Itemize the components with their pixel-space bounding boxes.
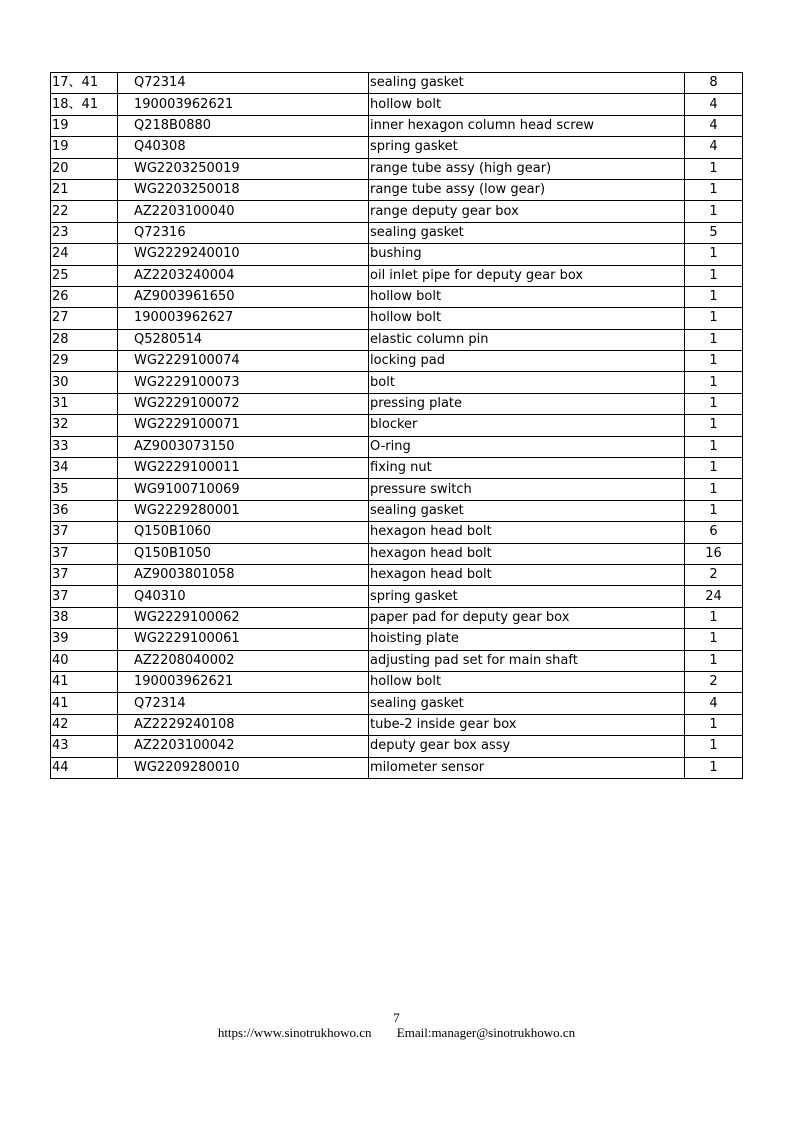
table-row — [51, 436, 743, 457]
item-number-cell: 34 — [51, 458, 118, 479]
item-number-cell: 30 — [51, 372, 118, 393]
item-number-cell: 41 — [51, 671, 118, 692]
table-row — [51, 372, 743, 393]
part-name-cell: pressure switch — [369, 479, 685, 500]
part-name-cell: sealing gasket — [369, 500, 685, 521]
table-row — [51, 286, 743, 307]
part-code-cell: Q72316 — [118, 222, 369, 243]
part-name-cell: fixing nut — [369, 458, 685, 479]
item-number-cell: 27 — [51, 308, 118, 329]
item-number-cell: 19 — [51, 115, 118, 136]
quantity-cell: 6 — [685, 522, 743, 543]
part-code-cell: WG9100710069 — [118, 479, 369, 500]
quantity-cell: 1 — [685, 201, 743, 222]
parts-table-body — [51, 73, 743, 779]
table-row — [51, 714, 743, 735]
part-name-cell: inner hexagon column head screw — [369, 115, 685, 136]
part-name-cell: range tube assy (low gear) — [369, 179, 685, 200]
part-code-cell: WG2229280001 — [118, 500, 369, 521]
item-number-cell: 20 — [51, 158, 118, 179]
item-number-cell: 35 — [51, 479, 118, 500]
part-name-cell: locking pad — [369, 351, 685, 372]
quantity-cell: 1 — [685, 436, 743, 457]
quantity-cell: 16 — [685, 543, 743, 564]
part-code-cell: Q72314 — [118, 73, 369, 94]
quantity-cell: 1 — [685, 736, 743, 757]
table-row — [51, 629, 743, 650]
part-name-cell: hollow bolt — [369, 94, 685, 115]
quantity-cell: 1 — [685, 607, 743, 628]
part-code-cell: AZ9003073150 — [118, 436, 369, 457]
part-code-cell: AZ9003801058 — [118, 564, 369, 585]
table-row — [51, 479, 743, 500]
quantity-cell: 1 — [685, 714, 743, 735]
quantity-cell: 5 — [685, 222, 743, 243]
part-name-cell: hoisting plate — [369, 629, 685, 650]
quantity-cell: 1 — [685, 265, 743, 286]
part-name-cell: hexagon head bolt — [369, 564, 685, 585]
part-name-cell: paper pad for deputy gear box — [369, 607, 685, 628]
quantity-cell: 1 — [685, 757, 743, 778]
part-code-cell: WG2203250018 — [118, 179, 369, 200]
part-code-cell: WG2229100061 — [118, 629, 369, 650]
quantity-cell: 1 — [685, 286, 743, 307]
quantity-cell: 4 — [685, 94, 743, 115]
table-row — [51, 458, 743, 479]
quantity-cell: 4 — [685, 137, 743, 158]
item-number-cell: 40 — [51, 650, 118, 671]
item-number-cell: 41 — [51, 693, 118, 714]
table-row — [51, 94, 743, 115]
item-number-cell: 37 — [51, 564, 118, 585]
table-row — [51, 179, 743, 200]
quantity-cell: 1 — [685, 158, 743, 179]
table-row — [51, 308, 743, 329]
table-row — [51, 73, 743, 94]
item-number-cell: 32 — [51, 415, 118, 436]
quantity-cell: 1 — [685, 351, 743, 372]
part-code-cell: WG2229240010 — [118, 244, 369, 265]
table-row — [51, 351, 743, 372]
quantity-cell: 1 — [685, 415, 743, 436]
table-row — [51, 607, 743, 628]
item-number-cell: 33 — [51, 436, 118, 457]
part-name-cell: pressing plate — [369, 393, 685, 414]
table-row — [51, 201, 743, 222]
part-code-cell: AZ2208040002 — [118, 650, 369, 671]
footer-email-link[interactable]: Email:manager@sinotrukhowo.cn — [396, 1025, 576, 1040]
part-code-cell: WG2209280010 — [118, 757, 369, 778]
table-row — [51, 500, 743, 521]
part-name-cell: spring gasket — [369, 137, 685, 158]
quantity-cell: 1 — [685, 329, 743, 350]
table-row — [51, 329, 743, 350]
table-row — [51, 543, 743, 564]
part-code-cell: WG2229100074 — [118, 351, 369, 372]
item-number-cell: 38 — [51, 607, 118, 628]
part-name-cell: sealing gasket — [369, 73, 685, 94]
part-code-cell: Q72314 — [118, 693, 369, 714]
part-code-cell: WG2229100011 — [118, 458, 369, 479]
part-code-cell: WG2229100072 — [118, 393, 369, 414]
quantity-cell: 2 — [685, 671, 743, 692]
part-name-cell: range tube assy (high gear) — [369, 158, 685, 179]
part-name-cell: elastic column pin — [369, 329, 685, 350]
part-code-cell: Q40310 — [118, 586, 369, 607]
quantity-cell: 1 — [685, 393, 743, 414]
quantity-cell: 4 — [685, 693, 743, 714]
item-number-cell: 37 — [51, 522, 118, 543]
part-code-cell: WG2229100062 — [118, 607, 369, 628]
item-number-cell: 31 — [51, 393, 118, 414]
table-row — [51, 586, 743, 607]
part-name-cell: bolt — [369, 372, 685, 393]
table-row — [51, 137, 743, 158]
part-code-cell: 190003962621 — [118, 94, 369, 115]
item-number-cell: 25 — [51, 265, 118, 286]
quantity-cell: 1 — [685, 650, 743, 671]
part-name-cell: bushing — [369, 244, 685, 265]
item-number-cell: 42 — [51, 714, 118, 735]
page-footer — [0, 1025, 793, 1041]
part-code-cell: AZ2203100040 — [118, 201, 369, 222]
part-name-cell: sealing gasket — [369, 222, 685, 243]
table-row — [51, 115, 743, 136]
quantity-cell: 1 — [685, 244, 743, 265]
table-row — [51, 393, 743, 414]
item-number-cell: 29 — [51, 351, 118, 372]
part-code-cell: AZ2229240108 — [118, 714, 369, 735]
part-code-cell: Q218B0880 — [118, 115, 369, 136]
part-code-cell: AZ9003961650 — [118, 286, 369, 307]
part-name-cell: O-ring — [369, 436, 685, 457]
page-number: 7 — [393, 1010, 400, 1025]
quantity-cell: 1 — [685, 500, 743, 521]
table-row — [51, 693, 743, 714]
part-code-cell: 190003962621 — [118, 671, 369, 692]
item-number-cell: 36 — [51, 500, 118, 521]
part-name-cell: deputy gear box assy — [369, 736, 685, 757]
part-name-cell: spring gasket — [369, 586, 685, 607]
part-name-cell: range deputy gear box — [369, 201, 685, 222]
quantity-cell: 1 — [685, 458, 743, 479]
item-number-cell: 22 — [51, 201, 118, 222]
table-row — [51, 158, 743, 179]
part-name-cell: milometer sensor — [369, 757, 685, 778]
quantity-cell: 1 — [685, 479, 743, 500]
part-code-cell: Q40308 — [118, 137, 369, 158]
quantity-cell: 4 — [685, 115, 743, 136]
item-number-cell: 17、41 — [51, 73, 118, 94]
part-name-cell: blocker — [369, 415, 685, 436]
part-name-cell: sealing gasket — [369, 693, 685, 714]
part-code-cell: AZ2203100042 — [118, 736, 369, 757]
part-name-cell: adjusting pad set for main shaft — [369, 650, 685, 671]
part-name-cell: hexagon head bolt — [369, 522, 685, 543]
part-name-cell: hexagon head bolt — [369, 543, 685, 564]
part-name-cell: hollow bolt — [369, 308, 685, 329]
item-number-cell: 24 — [51, 244, 118, 265]
quantity-cell: 8 — [685, 73, 743, 94]
quantity-cell: 1 — [685, 372, 743, 393]
table-row — [51, 736, 743, 757]
table-row — [51, 757, 743, 778]
part-name-cell: hollow bolt — [369, 286, 685, 307]
item-number-cell: 37 — [51, 586, 118, 607]
item-number-cell: 18、41 — [51, 94, 118, 115]
item-number-cell: 26 — [51, 286, 118, 307]
table-row — [51, 244, 743, 265]
table-row — [51, 564, 743, 585]
part-code-cell: WG2229100071 — [118, 415, 369, 436]
part-code-cell: Q150B1060 — [118, 522, 369, 543]
item-number-cell: 21 — [51, 179, 118, 200]
table-row — [51, 415, 743, 436]
item-number-cell: 44 — [51, 757, 118, 778]
quantity-cell: 2 — [685, 564, 743, 585]
item-number-cell: 23 — [51, 222, 118, 243]
part-code-cell: WG2203250019 — [118, 158, 369, 179]
part-code-cell: Q150B1050 — [118, 543, 369, 564]
item-number-cell: 37 — [51, 543, 118, 564]
part-code-cell: 190003962627 — [118, 308, 369, 329]
item-number-cell: 19 — [51, 137, 118, 158]
part-code-cell: AZ2203240004 — [118, 265, 369, 286]
table-row — [51, 650, 743, 671]
table-row — [51, 222, 743, 243]
footer-website-link[interactable]: https://www.sinotrukhowo.cn — [217, 1025, 372, 1040]
item-number-cell: 28 — [51, 329, 118, 350]
quantity-cell: 1 — [685, 629, 743, 650]
part-code-cell: WG2229100073 — [118, 372, 369, 393]
table-row — [51, 671, 743, 692]
part-name-cell: tube-2 inside gear box — [369, 714, 685, 735]
table-row — [51, 265, 743, 286]
part-name-cell: hollow bolt — [369, 671, 685, 692]
part-code-cell: Q5280514 — [118, 329, 369, 350]
quantity-cell: 1 — [685, 179, 743, 200]
quantity-cell: 24 — [685, 586, 743, 607]
part-name-cell: oil inlet pipe for deputy gear box — [369, 265, 685, 286]
parts-table — [50, 72, 743, 779]
item-number-cell: 43 — [51, 736, 118, 757]
quantity-cell: 1 — [685, 308, 743, 329]
table-row — [51, 522, 743, 543]
item-number-cell: 39 — [51, 629, 118, 650]
